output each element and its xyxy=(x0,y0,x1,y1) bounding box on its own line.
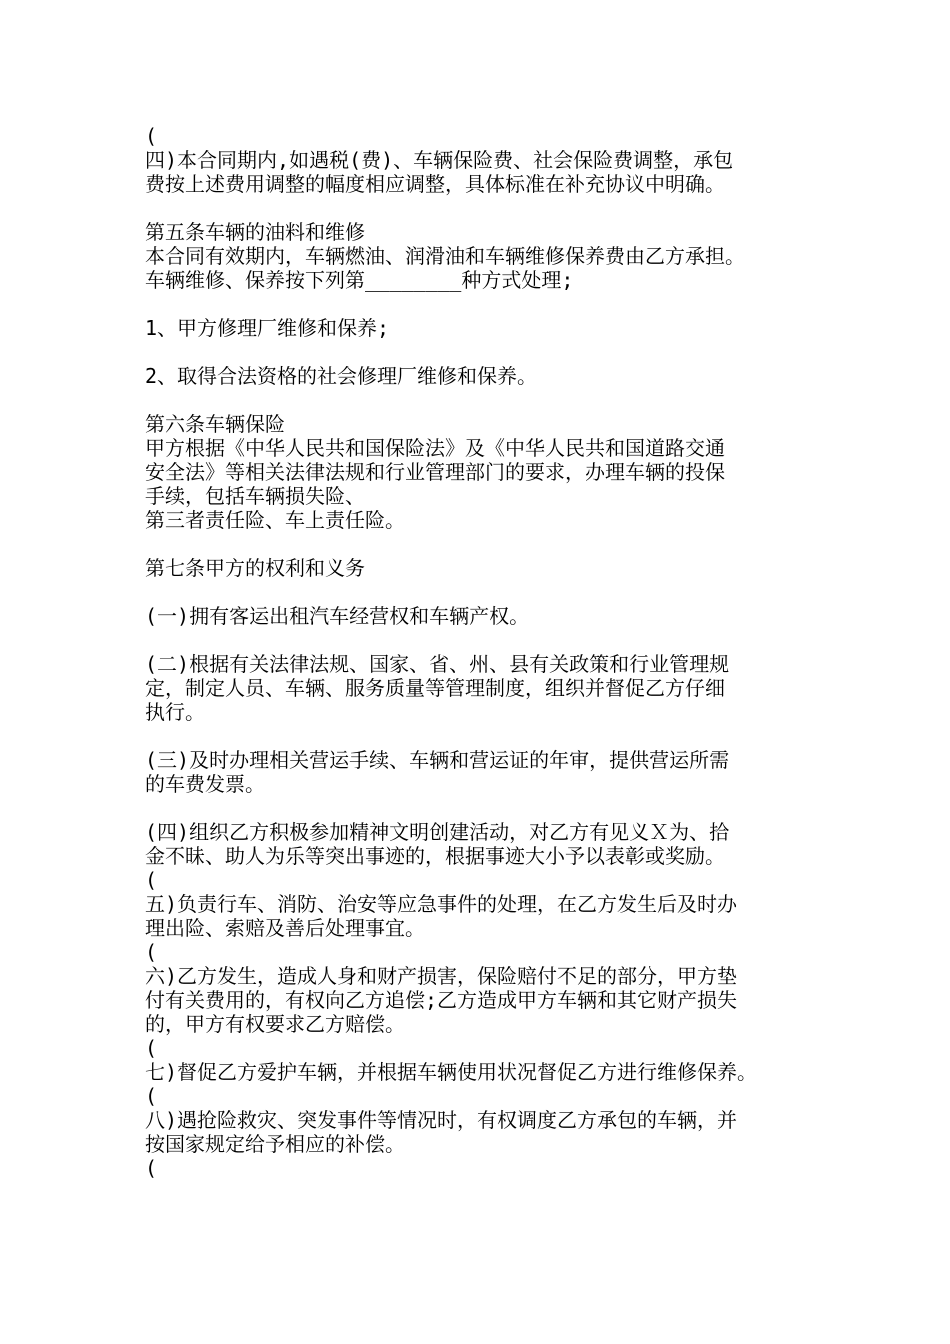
text-line: 第三者责任险、车上责任险。 xyxy=(145,508,405,532)
list-item: 1、甲方修理厂维修和保养; xyxy=(145,316,390,340)
clause-item: 五)负责行车、消防、治安等应急事件的处理，在乙方发生后及时办 xyxy=(145,892,738,916)
clause-item: (三)及时办理相关营运手续、车辆和营运证的年审，提供营运所需 xyxy=(145,748,730,772)
text-line: ( xyxy=(145,1156,158,1180)
blank-line xyxy=(145,532,845,556)
text-line: ( xyxy=(145,868,158,892)
clause-item: (二)根据有关法律法规、国家、省、州、县有关政策和行业管理规 xyxy=(145,652,730,676)
blank-line xyxy=(145,196,845,220)
text-line: 费按上述费用调整的幅度相应调整，具体标准在补充协议中明确。 xyxy=(145,172,725,196)
section-heading-7: 第七条甲方的权利和义务 xyxy=(145,556,365,580)
text-line: 执行。 xyxy=(145,700,205,724)
text-line: 的，甲方有权要求乙方赔偿。 xyxy=(145,1012,405,1036)
blank-line xyxy=(145,796,845,820)
section-heading-5: 第五条车辆的油料和维修 xyxy=(145,220,365,244)
section-heading-6: 第六条车辆保险 xyxy=(145,412,285,436)
text-line: 车辆维修、保养按下列第________种方式处理; xyxy=(145,268,574,292)
blank-line xyxy=(145,724,845,748)
text-line: 安全法》等相关法律法规和行业管理部门的要求，办理车辆的投保 xyxy=(145,460,725,484)
text-line: 本合同有效期内，车辆燃油、润滑油和车辆维修保养费由乙方承担。 xyxy=(145,244,745,268)
clause-item: (一)拥有客运出租汽车经营权和车辆产权。 xyxy=(145,604,530,628)
blank-line xyxy=(145,388,845,412)
clause-item: 七)督促乙方爱护车辆，并根据车辆使用状况督促乙方进行维修保养。 xyxy=(145,1060,758,1084)
text-line: 付有关费用的，有权向乙方追偿;乙方造成甲方车辆和其它财产损失 xyxy=(145,988,738,1012)
text-line: 的车费发票。 xyxy=(145,772,265,796)
list-item: 2、取得合法资格的社会修理厂维修和保养。 xyxy=(145,364,538,388)
blank-line xyxy=(145,628,845,652)
text-line: ( xyxy=(145,940,158,964)
text-line: 甲方根据《中华人民共和国保险法》及《中华人民共和国道路交通 xyxy=(145,436,725,460)
text-line: 金不昧、助人为乐等突出事迹的，根据事迹大小予以表彰或奖励。 xyxy=(145,844,725,868)
text-line: 四)本合同期内,如遇税(费)、车辆保险费、社会保险费调整，承包 xyxy=(145,148,734,172)
blank-line xyxy=(145,292,845,316)
text-line: 理出险、索赔及善后处理事宜。 xyxy=(145,916,425,940)
blank-line xyxy=(145,340,845,364)
clause-item: (四)组织乙方积极参加精神文明创建活动，对乙方有见义Ｘ为、拾 xyxy=(145,820,730,844)
clause-item: 六)乙方发生，造成人身和财产损害，保险赔付不足的部分，甲方垫 xyxy=(145,964,738,988)
clause-item: 八)遇抢险救灾、突发事件等情况时，有权调度乙方承包的车辆，并 xyxy=(145,1108,738,1132)
text-line: 定，制定人员、车辆、服务质量等管理制度，组织并督促乙方仔细 xyxy=(145,676,725,700)
text-line: ( xyxy=(145,1084,158,1108)
text-line: ( xyxy=(145,1036,158,1060)
blank-line xyxy=(145,580,845,604)
text-line: 手续，包括车辆损失险、 xyxy=(145,484,365,508)
text-line: 按国家规定给予相应的补偿。 xyxy=(145,1132,405,1156)
text-line: ( xyxy=(145,124,158,148)
document-page xyxy=(145,124,845,1180)
